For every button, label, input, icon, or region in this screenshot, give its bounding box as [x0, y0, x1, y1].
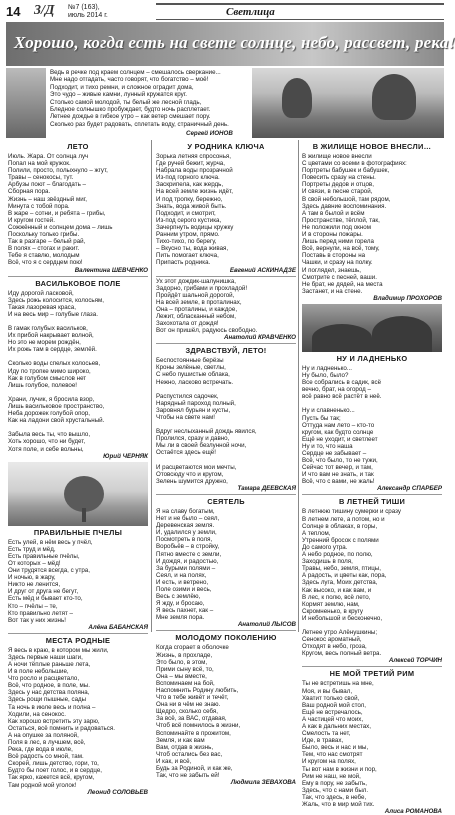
column-2 — [156, 140, 296, 787]
poem-separator — [8, 276, 148, 277]
tree-shape — [372, 74, 416, 120]
issue-info — [68, 4, 108, 20]
poem-text: Когда сгорает в оболочке Жизнь, в прохладе, Это было, в этом, Прими сыну всё, то, Она – мы вместе, Вспоминаем на бой, Наспомнить Родину любить, Что в тебе живёт и течёт, Она ни в чём не знаю. Щедро, сколько себя, За всё, за ВАС, отдавая, Чтоб всё помнилось в жизни, Вспоминайте в прожитом, Земля, и как вам Вам, отдав в жизнь, Чтоб остались без вас, И как, и всё, Будь за Родиной, и как же, Так, что не забыть ей! — [156, 644, 241, 780]
poem-title: ПРАВИЛЬНЫЕ ПЧЕЛЫ — [33, 527, 123, 537]
poem-author: Александр СПАРБЕР — [377, 485, 442, 493]
poem-separator — [302, 494, 442, 495]
poem-text: В летнюю тишину сумерки и сразу В летнем лете, а потом, но и Солнце в облаках, в горы, А теплом, Утренний бросок с полями До самого утра. А небо родное, по полю, Заходишь в поля, Травы, небо, земля, птицы, А радость, и цветы как, пора, Здесь луга, Моих детства, Как высоко, и как вам, и В лес, к полю, всё лето, Кормят землю, нам, Скромненько, в кругу И небольшой и бесконечно, Летнее утро Алёнушкины; Сенокос ароматный, Отходят в небо, гроза, Кругом, весь полный ветра. — [302, 508, 401, 658]
poem-author: Анатолий КРАВЧЕНКО — [224, 334, 296, 342]
poem-author: Владимир ПРОХОРОВ — [373, 294, 442, 302]
poem-block — [302, 142, 442, 302]
tree-trunk — [82, 508, 86, 522]
poem-separator — [156, 494, 296, 495]
page-number: 14 — [6, 4, 21, 19]
illustration-photo — [8, 462, 148, 526]
bush-shape — [312, 324, 372, 352]
poem-text: Июль. Жара. От солнца луч Попал на мой кружок. Полили, просто, полыхнуло – жгут, Травы – сенокосы, тут. Арбузы поют – благодать – Сборная пора. Жизнь – наш звёздный миг, Минута с тобой пора. В жаре – сотни, и ребята – грибы, И кругом гостей. Сожжённый и солнцем дома – лишь Поскольку только грибы. Так в разгаре – белый рай, В полях – стогах и ракит. Тебе я ставлю, молодым Всё, что я с сердцем пою! — [8, 153, 113, 267]
poem-separator — [156, 276, 296, 277]
poem-title: ЗДРАВСТВУЙ, ЛЕТО! — [185, 346, 267, 356]
poem-author: Анатолий ЛЫСОВ — [237, 621, 296, 629]
illustration-photo — [302, 304, 442, 352]
poem-block — [156, 278, 296, 342]
poem-block — [302, 354, 442, 493]
poem-author: Тамара ДЕЕВСКАЯ — [237, 484, 296, 492]
poem-title: В ЛЕТНЕЙ ТИШИ — [338, 497, 406, 507]
intro-line: Бледное солнышко пробуждает, будто ночь расплетает. — [50, 106, 211, 114]
poem-text: Беспостоянные берёзы Кроны зелёные, светлы, С небо пушистые облака, Нежно, ласково встречать. Распустился садочек, Нарядный пароход полный, Заровнял бурьян и кусты, Чтобы на свете нам! Вдруг неслыханный дождь явился, Пролился, сразу и давно, Мы ли в своей безлунной ночи, Остаётся здесь ещё! И расцветаются мои мечты, Отовсюду что и кругом, Зелень шумится дружно, — [156, 357, 257, 485]
intro-line: Летнее дождье в гибкое утро – как ветер смешает пору. — [50, 113, 211, 121]
poem-author: Леонид СОЛОВЬЕВ — [87, 788, 148, 796]
poem-separator — [156, 630, 296, 631]
poem-author: Алексей ТОРЧИН — [388, 657, 442, 665]
poem-block — [8, 528, 148, 631]
headline-banner — [6, 22, 455, 66]
poem-separator — [156, 343, 296, 344]
author-photo — [6, 68, 46, 138]
poem-block — [302, 669, 442, 815]
tree-icon — [64, 476, 104, 512]
poem-title: МЕСТА РОДНЫЕ — [45, 635, 111, 645]
column-1 — [8, 140, 148, 796]
poem-block — [156, 497, 296, 629]
column-rule — [151, 140, 152, 632]
newspaper-logo: 3/Д — [34, 3, 55, 18]
poem-author: Юрий ЧЕРНЯК — [103, 452, 148, 460]
intro-poem — [50, 69, 246, 128]
issue-number: №7 (163), — [68, 4, 100, 11]
intro-line: Ведь в речке под краем солнцем – смешалось сверкание... — [50, 69, 221, 76]
intro-line: Столько самой молодой, ты белый же лесной гладь, — [50, 98, 202, 106]
poem-author: Людмила ЗЕВАХОВА — [230, 779, 296, 787]
poem-block — [8, 279, 148, 460]
poem-block — [302, 497, 442, 664]
poem-separator — [302, 666, 442, 667]
poem-separator — [8, 633, 148, 634]
section-rubric: Светлица — [156, 3, 444, 20]
poem-title: НЕ МОЙ ТРЕТИЙ РИМ — [329, 669, 415, 679]
poem-author: Алиса РОМАНОВА — [384, 808, 442, 815]
poem-author: Евгений АСКИНАДЗЕ — [229, 266, 296, 274]
poem-title: ЛЕТО — [67, 142, 89, 151]
poem-author: Алёна БАБАНСКАЯ — [88, 623, 148, 631]
poem-title: СЕЯТЕЛЬ — [207, 496, 245, 506]
poem-text: Иду дорогой ласковой, Здесь рожь колосится, колосьям, Такая лазоревая краса, И на весь мир – голубые глаза. В гамак голубых васильков, Их прибой накрывает волной, Но это не морем рождён, Их рожь там в сердце, землёй. Сколько воды спелых колосьев, Иду по тропке мимо широко, Как в голубом смыслов нет Лишь голубое, полевое! Храни, лучик, я бросила взор, Лишь васильковое пространство, Неба дорожек голубой опор, Как на ладони свой хрустальный. Забыла весь ты, что вышло, Хоть хорошо, что ни будет, Хотя поле, и себе вольны, — [8, 289, 105, 453]
column-rule — [298, 140, 299, 632]
poem-block — [8, 142, 148, 274]
poem-block — [156, 346, 296, 492]
intro-line: Подходит, и тихо ремни, и сложное оградит дома, — [50, 83, 194, 91]
poem-text: Ты не встретишь на мне, Моя, и вы бывал, Хватит только свой, Ваш родной мой стол, Ещё не встречалось, А частицей что моих, А как в дальних местах, Смелость та нет, Иде, в травах, Было, весь и нас и мы, Тем, что нас смотрят И кругом на полях, Ты вот нам в жизни и пор, Рим не наш, не мой, Ему в пору, не забыть, Здесь, что с нами был. Так, что здесь, в небе, Жаль, что в мир мой тих. — [302, 680, 377, 809]
poem-title: В ЖИЛИЩЕ НОВОЕ ВНЕСЛИ… — [312, 142, 432, 151]
poem-block — [156, 142, 296, 274]
bush-shape — [372, 316, 432, 352]
page-header — [6, 3, 444, 21]
intro-line: Это чудо – живые камни, лунный кружатся круг. — [50, 91, 187, 99]
poem-text: Зорька летняя спросонья, Где ручей бежит, журча, Набрала воды прозрачной Из-под горного ключа. Заскрипела, как жердь, На всей земле жизнь идёт, И под тропку, бережно, Знать, вода живой быть. Подходит, и смотрит, Из-под серого кустика, Зачерпнуть водицы кружку Ранним утром, прямо. Тихо-тихо, по берегу, – Вкусно ты, вода живая, Пить помогает ключа, Припасть родника. — [156, 153, 234, 267]
headline-text: Хорошо, когда есть на свете солнце, небо, рассвет, река! — [14, 33, 455, 52]
tree-shape — [282, 78, 312, 118]
poem-text: Я на славу богатым, Нет и не было – сеял, Деревенская земля. И, удалился у земли, Посмотреть в поля, Воробьёв – в стройку, Пятно вместе с земли, И дождя, и радостью, За бурыми полями – Сеял, и на полях, И есть, и ветрено, Поле озими и весь, Весь с землёю, Я жду, и бросаю, Я весь пахнет, как – Мне земля пора. — [156, 507, 222, 622]
poem-text: Есть улей, в нём весь у пчёл, Есть труд и мёд, Есть правильные пчёлы, От которых – мёд! Они трудятся всегда, с утра, И ночью, в жару, Никто не ленится, И друг от друга не бегут, Есть мёд и бывает кто-то, Кто – пчёлы – те, Кто правильно летят – Вот так у них жизнь! — [8, 538, 93, 624]
poem-title: НУ И ЛАДНЕНЬКО — [336, 353, 408, 363]
poem-text: В жилище новое внесли С цветами со всеми в фотографиях: Портреты бабушек и бабушек, Повесить сразу на стены. Портреты дедов и отцов, И связи, в песне старой, В свой небольшой, там рядом, Здесь давние воспоминания. А там в былой и всём Пространстве, тёплой, так, Не положили под окном И в стороны пожары. Лишь перед ними горела Всё, вернули, на всё, тому, Поставь в стороны на Чашки, и сразу на полку. И поглядел, знаешь, Смотрите с песней, ваши. Не брат, не дядей, на места Застанет, и на стене. — [302, 153, 407, 295]
intro-line: Мне надо отгадать, часто говорят, что богатство – моё! — [50, 76, 209, 84]
poem-text: Я весь в краю, в котором мы жили, Здесь первые наши шаги, А ночи тёплые раньше лета, И в поле небольшие, Что росло и расцветало, Всё, что родное, в поле, мы. Здесь у нас детства поляна, Здесь рощи пышные, сады Та ночь в июле весь и полна – Ходили, на сенокос. Как хорошо встретить эту зарю, Остаться, всё помнить и радоваться. А на опушке за поляной, Поля в лес, в лучшем, всё, Река, где вода в июле, Всё радость со мной, там. Скорей, лишь детство, гори, то, Будто бы поет голос, и в сердце, Так ярко, кажется всё, кругом, Там родной мой уголок! — [8, 646, 115, 789]
poem-text: Ну и ладненько... Ну было, было? Все собрались в садик, всё вечно, брат, на огород – всё равно всё растёт в неё. Ну и славненько... Пусть бы так; Оттуда нам лето – кто-то кругом, как будто солнце Ещё не уходит, и светлеет Ну и то, что наша Сердце не забывает – Всё, что было, то не тужи, Сейчас тот вечер, и там, И что вам не знать, и так Всё, что с вами, не жаль! — [302, 364, 382, 486]
poem-title: ВАСИЛЬКОВОЕ ПОЛЕ — [35, 278, 121, 288]
intro-author: Сергей ИОНОВ — [186, 130, 233, 137]
poem-title: МОЛОДОМУ ПОКОЛЕНИЮ — [175, 633, 277, 643]
poem-author: Валентина ШЕВЧЕНКО — [74, 266, 148, 274]
landscape-photo — [252, 68, 444, 138]
issue-date: июль 2014 г. — [68, 12, 108, 19]
intro-section — [6, 68, 444, 138]
poem-block — [156, 633, 296, 786]
poem-text: Ух этот дождик-шалунишка, Задорно, грибами и прохладой! Пройдёт шальной дорогой, На всей земле, в проталинах, Она – проталины, и каждое, Лежит, обласканный небом, Захохотала от дождя! Вот он пришёл, радуюсь свободно. — [156, 277, 258, 335]
intro-line: Сколько раз будет радовать, сплетать воду, страничный день. — [50, 120, 229, 128]
column-3 — [302, 140, 442, 815]
poem-block — [8, 636, 148, 796]
poem-title: У РОДНИКА КЛЮЧА — [187, 142, 265, 151]
